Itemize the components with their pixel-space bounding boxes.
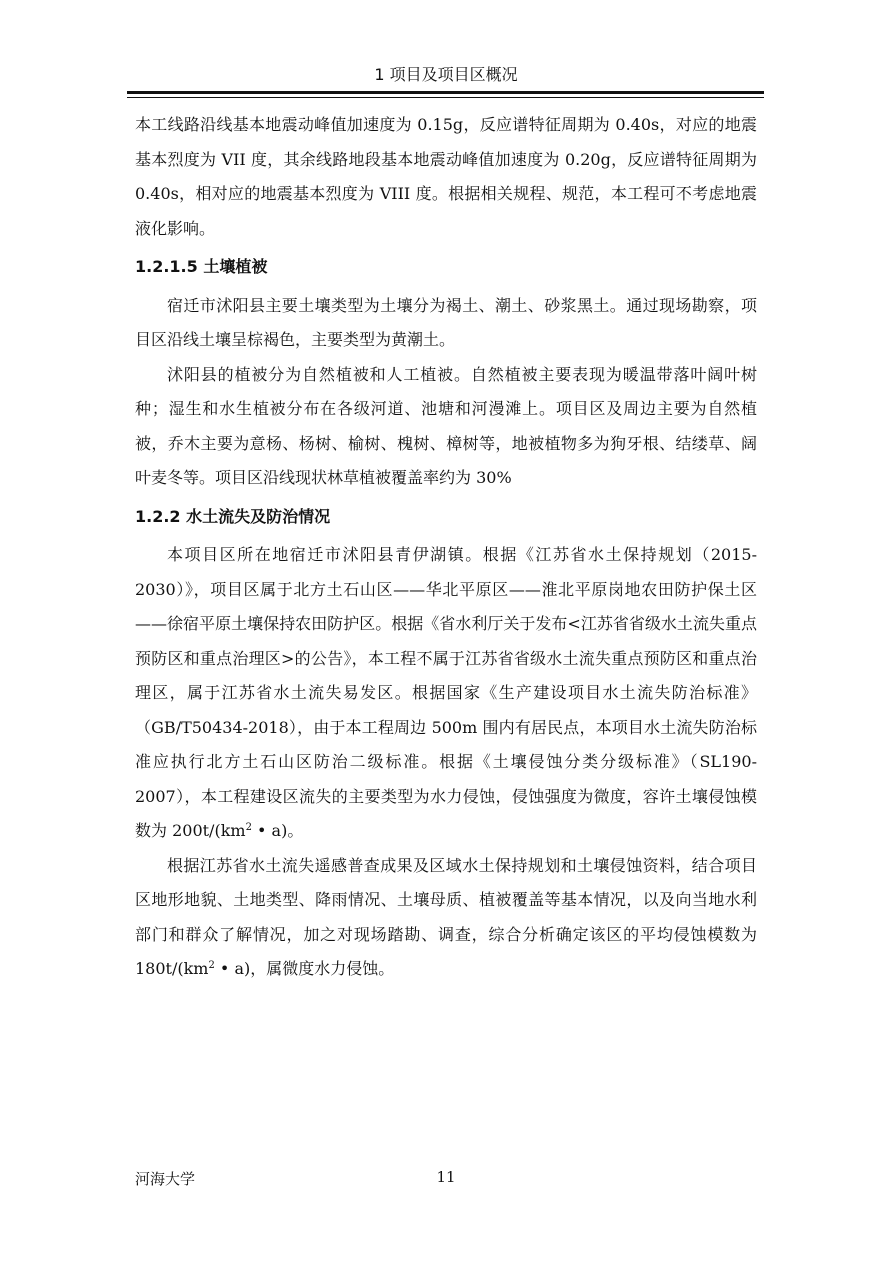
paragraph-erosion-standard-tail: • a)。 xyxy=(251,821,304,840)
footer-page-number: 11 xyxy=(436,1168,456,1186)
section-heading-soil-erosion: 1.2.2 水土流失及防治情况 xyxy=(135,506,331,526)
paragraph-vegetation: 沭阳县的植被分为自然植被和人工植被。自然植被主要表现为暖温带落叶阔叶树种；湿生和水生植被分布在各级河道、池塘和河漫滩上。项目区及周边主要为自然植被，乔木主要为意杨、杨树、榆树、槐树、樟树等，地被植物多为狗牙根、结缕草、阔叶麦冬等。项目区沿线现状林草植被覆盖率约为 30% xyxy=(135,364,757,487)
paragraph-erosion-modulus-tail: • a)，属微度水力侵蚀。 xyxy=(214,959,395,978)
section-heading-soil-vegetation: 1.2.1.5 土壤植被 xyxy=(135,257,268,276)
paragraph-erosion-standard-text: 本项目区所在地宿迁市沭阳县青伊湖镇。根据《江苏省水土保持规划（2015-2030）》，项目区属于北方土石山区——华北平原区——淮北平原岗地农田防护保土区——徐宿平原土壤保持农田防护区。根据《省水利厅关于发布<江苏省省级水土流失重点预防区和重点治理区>的公告》，本工程不属于江苏省省级水土流失重点预防区和重点治理区，属于江苏省水土流失易发区。根据国家《生产建设项目水土流失防治标准》（GB/T50434-2018），由于本工程周边 500m 围内有居民点，本项目水土流失防治标准应执行北方土石山区防治二级标准。根据《土壤侵蚀分类分级标准》（SL190-2007），本工程建设区流失的主要类型为水力侵蚀，侵蚀强度为微度，容许土壤侵蚀模数为 200t/(km xyxy=(135,545,757,840)
paragraph-soil: 宿迁市沭阳县主要土壤类型为土壤分为褐土、潮土、砂浆黑土。通过现场勘察，项目区沿线土壤呈棕褐色，主要类型为黄潮土。 xyxy=(135,295,757,349)
superscript-2: 2 xyxy=(208,960,215,971)
running-header-title: 1 项目及项目区概况 xyxy=(374,65,518,84)
paragraph-erosion-modulus-text: 根据江苏省水土流失遥感普查成果及区域水土保持规划和土壤侵蚀资料，结合项目区地形地貌、土地类型、降雨情况、土壤母质、植被覆盖等基本情况，以及向当地水利部门和群众了解情况，加之对现场踏勘、调查，综合分析确定该区的平均侵蚀模数为 180t/(km xyxy=(135,855,757,978)
header-rule-thick xyxy=(127,91,764,94)
paragraph-seismic: 本工线路沿线基本地震动峰值加速度为 0.15g，反应谱特征周期为 0.40s，对应的地震基本烈度为 VII 度，其余线路地段基本地震动峰值加速度为 0.20g，反应谱特征周期为 0.40s，相对应的地震基本烈度为 VIII 度。根据相关规程、规范，本工程可不考虑地震液化影响。 xyxy=(135,115,757,238)
header-rule-thin xyxy=(127,97,764,98)
body-content xyxy=(135,108,757,987)
superscript-2: 2 xyxy=(245,822,252,833)
paragraph-erosion-modulus xyxy=(135,849,757,987)
footer-institution: 河海大学 xyxy=(135,1170,196,1188)
paragraph-erosion-standard xyxy=(135,538,757,849)
